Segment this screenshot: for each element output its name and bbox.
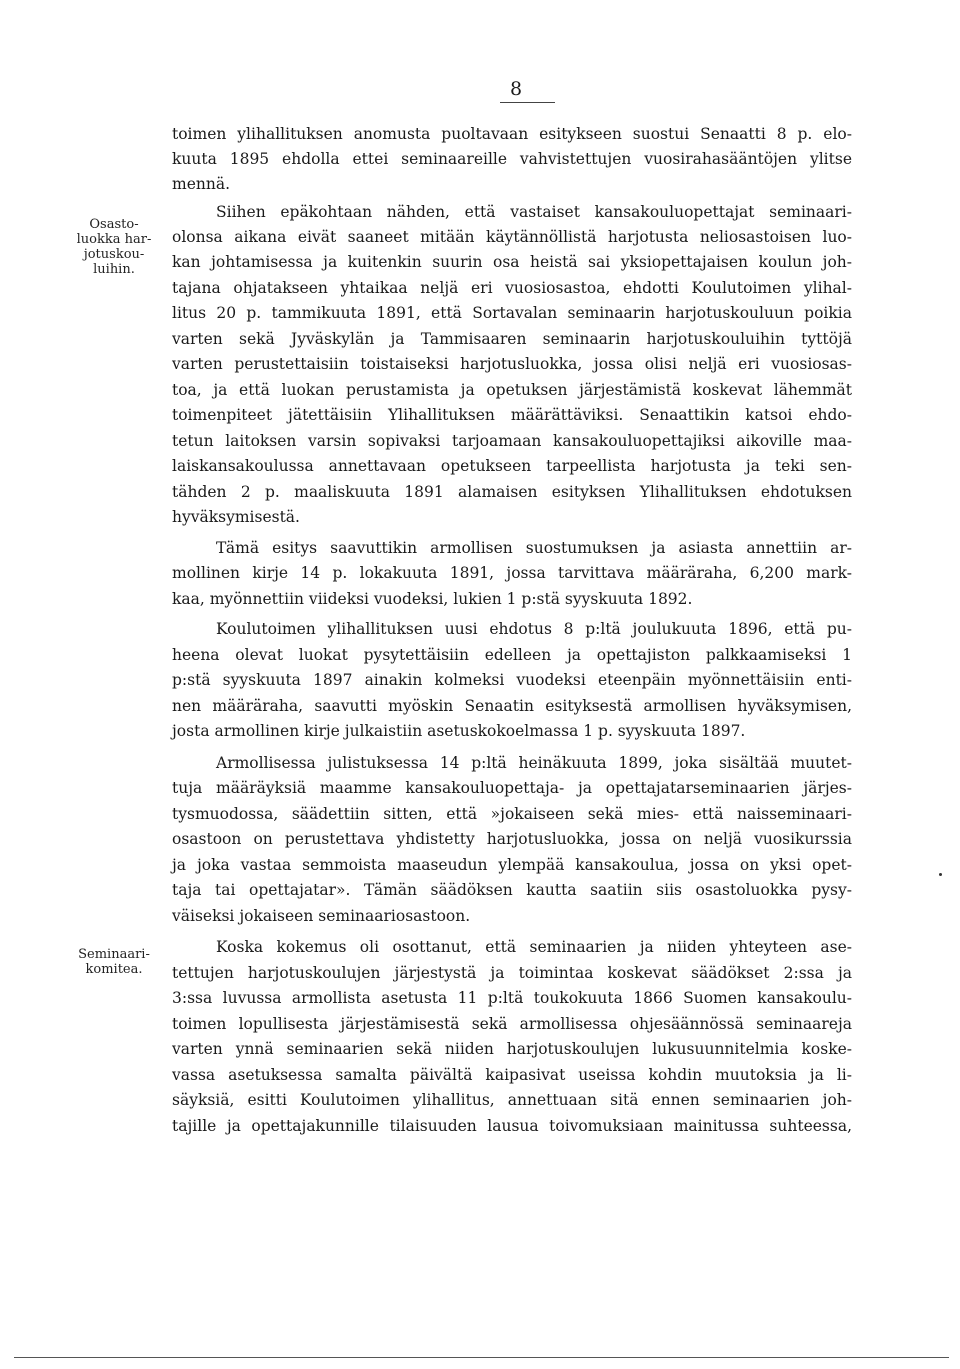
text-line: Armollisessa julistuksessa 14 p:ltä heinäkuuta 1899, joka sisältää muutet- (216, 754, 852, 772)
text-line: olonsa aikana eivät saaneet mitään käytännöllistä harjotusta neliosastoisen luo- (172, 228, 852, 246)
page-number: 8 (509, 78, 523, 100)
text-line: tettujen harjotuskoulujen järjestystä ja toimintaa koskevat säädökset 2:ssa ja (172, 964, 852, 982)
text-line: hyväksymisestä. (172, 508, 300, 526)
text-line: tajana ohjatakseen yhtaikaa neljä eri vuosiosastoa, ehdotti Koulutoimen ylihal- (172, 279, 852, 297)
text-line: kan johtamisessa ja kuitenkin suurin osa heistä sai yksiopettajaisen koulun joh- (172, 253, 852, 271)
margin-note-line: luokka har- (76, 232, 152, 247)
text-line: mollinen kirje 14 p. lokakuuta 1891, jossa tarvittava määräraha, 6,200 mark- (172, 564, 852, 582)
text-line: Koska kokemus oli osottanut, että seminaarien ja niiden yhteyteen ase- (216, 938, 852, 956)
text-line: tajille ja opettajakunnille tilaisuuden lausua toivomuksiaan mainitussa suhteessa, (172, 1117, 852, 1135)
text-line: varten ynnä seminaarien sekä niiden harjotuskoulujen lukusuunnitelmia koske- (172, 1040, 852, 1058)
margin-note-osastoluokka (64, 217, 164, 277)
text-line: vassa asetuksessa samalta päivältä kaipasivat useissa kohdin muutoksia ja li- (172, 1066, 852, 1084)
margin-note-seminaarikomitea (64, 947, 164, 977)
text-line: tähden 2 p. maaliskuuta 1891 alamaisen esityksen Ylihallituksen ehdotuksen (172, 483, 852, 501)
text-line: p:stä syyskuuta 1897 ainakin kolmeksi vuodeksi eteenpäin myönnettäisiin enti- (172, 671, 852, 689)
text-line: taja tai opettajatar». Tämän säädöksen kautta saatiin siis osastoluokka pysy- (172, 881, 852, 899)
text-line: josta armollinen kirje julkaistiin asetuskokoelmassa 1 p. syyskuuta 1897. (172, 722, 746, 740)
text-line: väiseksi jokaiseen seminaariosastoon. (172, 907, 471, 925)
text-line: tetun laitoksen varsin sopivaksi tarjoamaan kansakouluopettajiksi aikoville maa- (172, 432, 852, 450)
text-line: tuja määräyksiä maamme kansakouluopettaja- ja opettajatarseminaarien järjes- (172, 779, 852, 797)
text-line: Koulutoimen ylihallituksen uusi ehdotus 8 p:ltä joulukuuta 1896, että pu- (216, 620, 852, 638)
text-line: kaa, myönnettiin viideksi vuodeksi, lukien 1 p:stä syyskuuta 1892. (172, 590, 693, 608)
text-line: laiskansakoulussa annettavaan opetukseen tarpeellista harjotusta ja teki sen- (172, 457, 852, 475)
margin-note-line: jotuskou- (83, 247, 145, 262)
text-line: ja joka vastaa semmoista maaseudun ylempää kansakoulua, jossa on yksi opet- (172, 856, 852, 874)
text-line: toa, ja että luokan perustamista ja opetuksen järjestämistä koskevat lähemmät (172, 381, 852, 399)
text-line: Siihen epäkohtaan nähden, että vastaiset kansakouluopettajat seminaari- (216, 203, 852, 221)
margin-note-line: Seminaari- (78, 947, 150, 962)
text-line: Tämä esitys saavuttikin armollisen suostumuksen ja asiasta annettiin ar- (216, 539, 852, 557)
text-line: säyksiä, esitti Koulutoimen ylihallitus, annettuaan sitä ennen seminaarien joh- (172, 1091, 852, 1109)
text-line: nen määräraha, saavutti myöskin Senaatin esityksestä armollisen hyväksymisen, (172, 697, 852, 715)
text-line: heena olevat luokat pysytettäisiin edelleen ja opettajiston palkkaamiseksi 1 (172, 646, 852, 664)
page-number-rule (500, 102, 555, 103)
text-line: mennä. (172, 175, 231, 193)
text-line: litus 20 p. tammikuuta 1891, että Sortavalan seminaarin harjotuskouluun poikia (172, 304, 852, 322)
margin-note-line: komitea. (85, 962, 143, 977)
text-line: varten sekä Jyväskylän ja Tammisaaren seminaarin harjotuskouluihin tyttöjä (172, 330, 852, 348)
text-line: kuuta 1895 ehdolla ettei seminaareille vahvistettujen vuosirahasääntöjen ylitse (172, 150, 852, 168)
ink-speck (939, 873, 942, 876)
text-line: toimen lopullisesta järjestämisestä sekä armollisessa ohjesäännössä seminaareja (172, 1015, 852, 1033)
margin-note-line: Osasto- (89, 217, 139, 232)
text-line: varten perustettaisiin toistaiseksi harjotusluokka, jossa olisi neljä eri vuosiosas- (172, 355, 852, 373)
margin-note-line: luihin. (93, 262, 135, 277)
bottom-rule (14, 1357, 949, 1358)
text-line: osastoon on perustettava yhdistetty harjotusluokka, jossa on neljä vuosikurssia (172, 830, 852, 848)
text-line: toimen ylihallituksen anomusta puoltavaan esitykseen suostui Senaatti 8 p. elo- (172, 125, 852, 143)
text-line: toimenpiteet jätettäisiin Ylihallituksen määrättäviksi. Senaattikin katsoi ehdo- (172, 406, 852, 424)
text-line: tysmuodossa, säädettiin sitten, että »jokaiseen sekä mies- että naisseminaari- (172, 805, 852, 823)
text-line: 3:ssa luvussa armollista asetusta 11 p:ltä toukokuuta 1866 Suomen kansakoulu- (172, 989, 852, 1007)
